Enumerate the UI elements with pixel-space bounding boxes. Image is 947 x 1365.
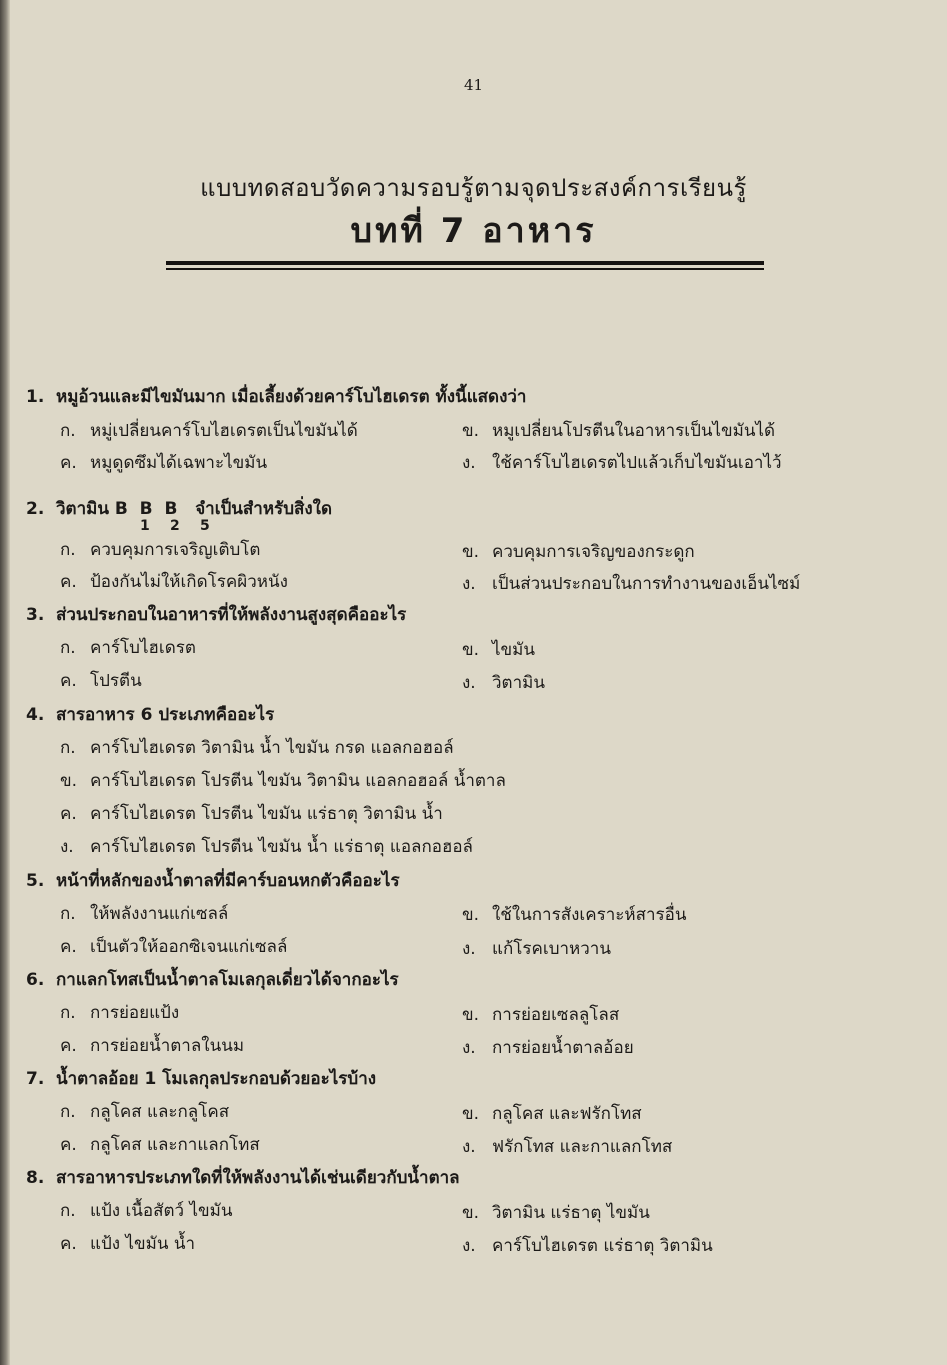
option-4d xyxy=(60,832,900,862)
title-rule-thin xyxy=(166,268,764,270)
option-text: ป้องกันไม่ให้เกิดโรคผิวหนัง xyxy=(90,572,288,592)
option-text: คาร์โบไฮเดรต โปรตีน ไขมัน แร่ธาตุ วิตามิน น้ำ xyxy=(90,804,443,824)
option-text: คาร์โบไฮเดรต โปรตีน ไขมัน วิตามิน แอลกอฮอล์ น้ำตาล xyxy=(90,771,506,791)
subscript-1: 1 xyxy=(140,518,150,534)
question-5 xyxy=(26,866,906,896)
option-text: ไขมัน xyxy=(492,640,535,660)
option-5c xyxy=(60,932,440,962)
option-8c xyxy=(60,1229,440,1259)
option-text: วิตามิน xyxy=(492,673,545,693)
option-label: ค. xyxy=(60,572,77,592)
option-label: ก. xyxy=(60,540,76,560)
option-1b xyxy=(462,416,902,446)
option-7d xyxy=(462,1132,902,1162)
option-6a xyxy=(60,998,440,1028)
option-text: ควบคุมการเจริญของกระดูก xyxy=(492,542,695,562)
option-label: ก. xyxy=(60,904,76,924)
option-text: คาร์โบไฮเดรต วิตามิน น้ำ ไขมัน กรด แอลกอฮอล์ xyxy=(90,738,454,758)
option-text: กลูโคส และกลูโคส xyxy=(90,1102,230,1122)
option-4a xyxy=(60,733,900,763)
question-text: น้ำตาลอ้อย 1 โมเลกุลประกอบด้วยอะไรบ้าง xyxy=(56,1069,377,1089)
option-label: ค. xyxy=(60,671,77,691)
option-label: ข. xyxy=(462,542,480,562)
option-text: หมูดูดซึมได้เฉพาะไขมัน xyxy=(90,453,268,473)
option-label: ข. xyxy=(60,771,78,791)
option-label: ค. xyxy=(60,1135,77,1155)
option-label: ข. xyxy=(462,421,480,441)
option-text: กลูโคส และกาแลกโทส xyxy=(90,1135,260,1155)
option-8b xyxy=(462,1198,902,1228)
option-5b xyxy=(462,900,902,930)
option-text: เป็นส่วนประกอบในการทำงานของเอ็นไซม์ xyxy=(492,574,801,594)
option-2b xyxy=(462,537,902,567)
option-label: ง. xyxy=(462,574,476,594)
option-4c xyxy=(60,799,900,829)
question-text: หน้าที่หลักของน้ำตาลที่มีคาร์บอนหกตัวคืออะไร xyxy=(56,871,400,891)
option-text: แป้ง ไขมัน น้ำ xyxy=(90,1234,196,1254)
question-3 xyxy=(26,600,906,630)
option-3a xyxy=(60,633,440,663)
option-8d xyxy=(462,1231,902,1261)
option-6b xyxy=(462,1000,902,1030)
option-text: เป็นตัวให้ออกซิเจนแก่เซลล์ xyxy=(90,937,288,957)
option-text: ฟรักโทส และกาแลกโทส xyxy=(492,1137,673,1157)
option-text: หมูเปลี่ยนโปรตีนในอาหารเป็นไขมันได้ xyxy=(492,421,776,441)
option-text: ใช้ในการสังเคราะห์สารอื่น xyxy=(492,905,687,925)
question-7 xyxy=(26,1064,906,1094)
option-label: ก. xyxy=(60,738,76,758)
option-label: ก. xyxy=(60,1102,76,1122)
option-label: ก. xyxy=(60,421,76,441)
option-label: ง. xyxy=(462,1236,476,1256)
option-label: ค. xyxy=(60,453,77,473)
question-number: 4. xyxy=(26,705,45,725)
page-number: 41 xyxy=(463,76,484,94)
option-label: ก. xyxy=(60,638,76,658)
question-8 xyxy=(26,1163,906,1193)
option-text: การย่อยน้ำตาลในนม xyxy=(90,1036,245,1056)
option-label: ค. xyxy=(60,804,77,824)
subscript-2: 2 xyxy=(170,518,180,534)
question-text: ส่วนประกอบในอาหารที่ให้พลังงานสูงสุดคืออะไร xyxy=(56,605,407,625)
option-3d xyxy=(462,668,902,698)
question-text: สารอาหาร 6 ประเภทคืออะไร xyxy=(56,705,275,725)
option-label: ข. xyxy=(462,905,480,925)
question-text: สารอาหารประเภทใดที่ให้พลังงานได้เช่นเดียวกับน้ำตาล xyxy=(56,1168,460,1188)
option-1c xyxy=(60,448,440,478)
option-label: ข. xyxy=(462,640,480,660)
option-7b xyxy=(462,1099,902,1129)
option-text: คาร์โบไฮเดรต โปรตีน ไขมัน น้ำ แร่ธาตุ แอลกอฮอล์ xyxy=(90,837,473,857)
option-label: ง. xyxy=(462,673,476,693)
option-text: การย่อยเซลลูโลส xyxy=(492,1005,620,1025)
option-6c xyxy=(60,1031,440,1061)
option-label: ค. xyxy=(60,937,77,957)
option-5d xyxy=(462,934,902,964)
option-3b xyxy=(462,635,902,665)
question-6 xyxy=(26,965,906,995)
option-text: การย่อยแป้ง xyxy=(90,1003,180,1023)
question-number: 7. xyxy=(26,1069,45,1089)
option-label: ก. xyxy=(60,1201,76,1221)
option-text: หมู่เปลี่ยนคาร์โบไฮเดรตเป็นไขมันได้ xyxy=(90,421,358,441)
question-4 xyxy=(26,700,906,730)
subscript-5: 5 xyxy=(200,518,210,534)
option-7c xyxy=(60,1130,440,1160)
option-label: ง. xyxy=(462,939,476,959)
option-label: ก. xyxy=(60,1003,76,1023)
option-text: แก้โรคเบาหวาน xyxy=(492,939,611,959)
option-label: ข. xyxy=(462,1104,480,1124)
question-text: หมูอ้วนและมีไขมันมาก เมื่อเลี้ยงด้วยคาร์โบไฮเดรต ทั้งนี้แสดงว่า xyxy=(56,387,527,407)
option-7a xyxy=(60,1097,440,1127)
option-text: การย่อยน้ำตาลอ้อย xyxy=(492,1038,634,1058)
option-2a xyxy=(60,535,440,565)
option-1d xyxy=(462,448,902,478)
option-text: วิตามิน แร่ธาตุ ไขมัน xyxy=(492,1203,650,1223)
option-5a xyxy=(60,899,440,929)
question-number: 5. xyxy=(26,871,45,891)
question-1 xyxy=(26,382,906,412)
option-text: แป้ง เนื้อสัตว์ ไขมัน xyxy=(90,1201,233,1221)
question-text-prefix: วิตามิน xyxy=(56,499,109,519)
option-2c xyxy=(60,567,440,597)
question-number: 3. xyxy=(26,605,45,625)
chapter-heading: บทที่ 7 อาหาร xyxy=(350,211,597,251)
title-rule-thick xyxy=(166,261,764,265)
option-label: ง. xyxy=(462,1137,476,1157)
option-text: คาร์โบไฮเดรต xyxy=(90,638,196,658)
option-text: ใช้คาร์โบไฮเดรตไปแล้วเก็บไขมันเอาไว้ xyxy=(492,453,782,473)
option-label: ง. xyxy=(60,837,74,857)
option-label: ค. xyxy=(60,1036,77,1056)
vitamin-b-letters: B B B xyxy=(114,499,178,519)
option-3c xyxy=(60,666,440,696)
option-text: กลูโคส และฟรักโทส xyxy=(492,1104,642,1124)
option-text: โปรตีน xyxy=(90,671,142,691)
option-label: ค. xyxy=(60,1234,77,1254)
option-2d xyxy=(462,569,902,599)
option-label: ข. xyxy=(462,1005,480,1025)
question-number: 1. xyxy=(26,387,45,407)
question-number: 6. xyxy=(26,970,45,990)
question-text-suffix: จำเป็นสำหรับสิ่งใด xyxy=(195,499,332,519)
page-title: แบบทดสอบวัดความรอบรู้ตามจุดประสงค์การเรียนรู้ xyxy=(200,174,747,202)
option-label: ง. xyxy=(462,453,476,473)
option-4b xyxy=(60,766,900,796)
question-number: 2. xyxy=(26,499,45,519)
option-label: ข. xyxy=(462,1203,480,1223)
option-text: ให้พลังงานแก่เซลล์ xyxy=(90,904,229,924)
option-text: ควบคุมการเจริญเติบโต xyxy=(90,540,261,560)
option-label: ง. xyxy=(462,1038,476,1058)
option-text: คาร์โบไฮเดรต แร่ธาตุ วิตามิน xyxy=(492,1236,713,1256)
question-text: กาแลกโทสเป็นน้ำตาลโมเลกุลเดี่ยวได้จากอะไร xyxy=(56,970,399,990)
option-8a xyxy=(60,1196,440,1226)
question-2 xyxy=(26,494,906,524)
question-number: 8. xyxy=(26,1168,45,1188)
option-6d xyxy=(462,1033,902,1063)
option-1a xyxy=(60,416,440,446)
